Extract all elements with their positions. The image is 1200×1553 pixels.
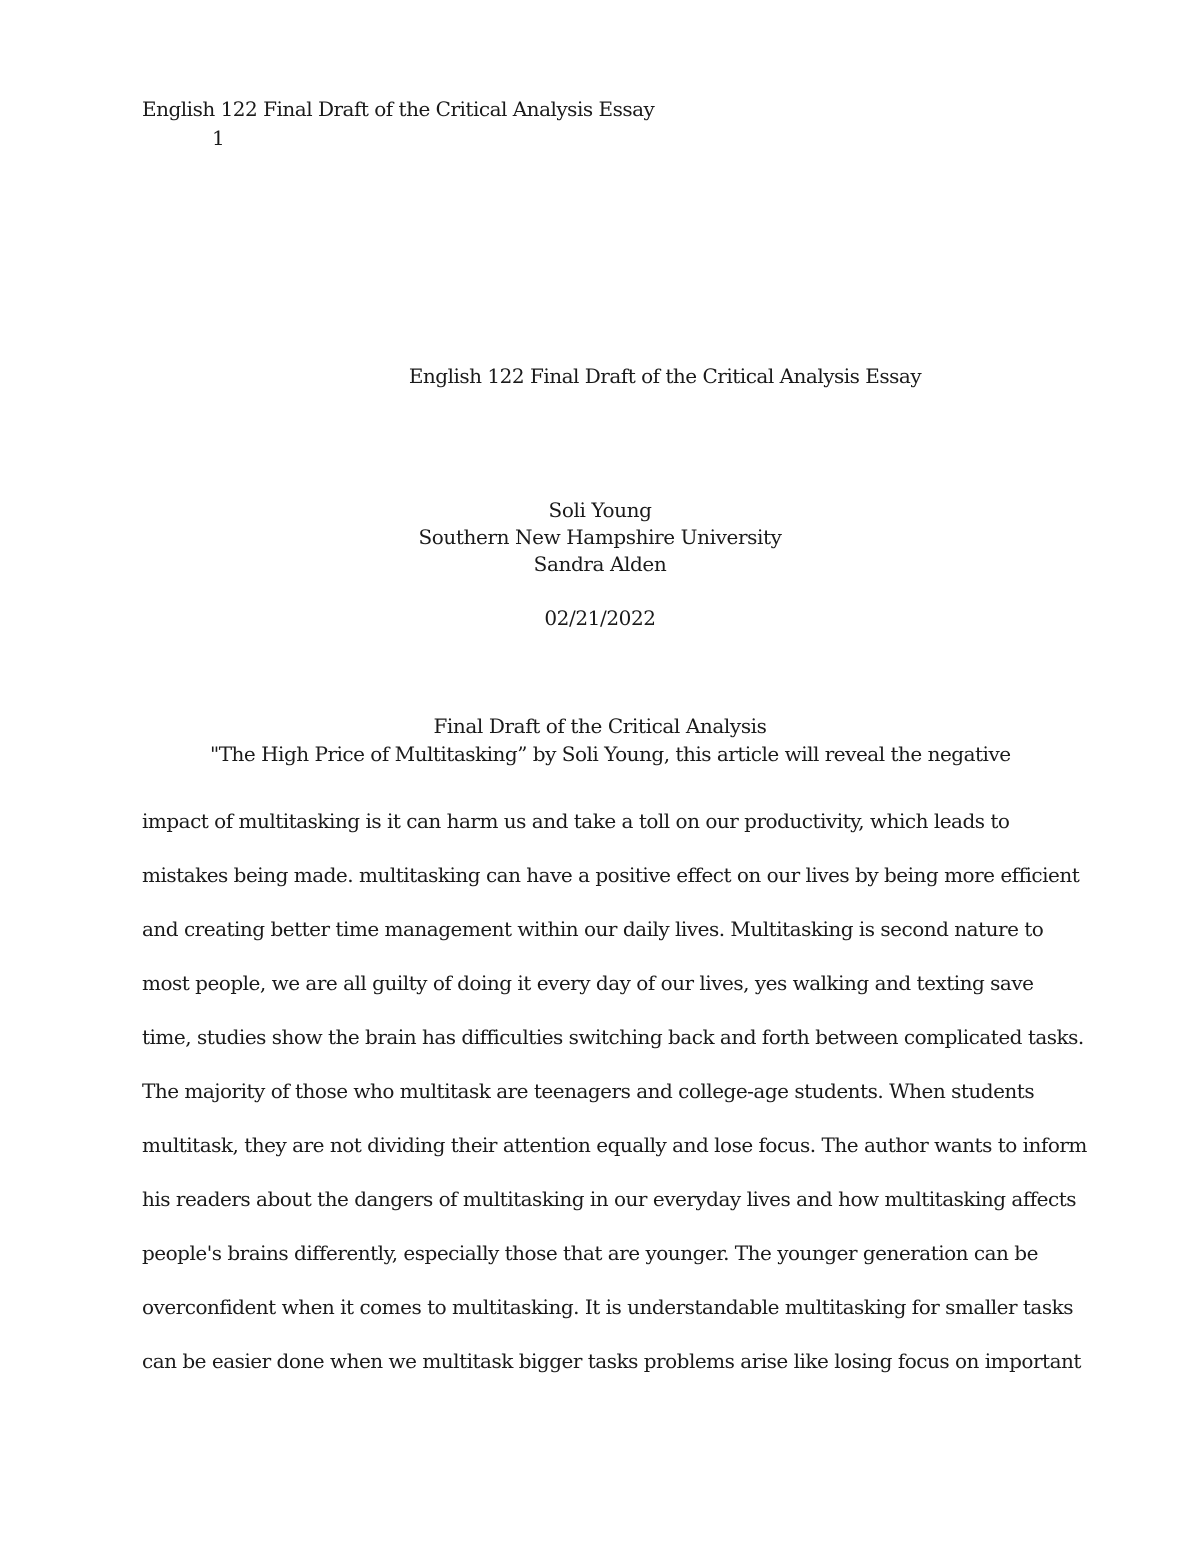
instructor-name: Sandra Alden [533,552,667,576]
body-line: can be easier done when we multitask bigger tasks problems arise like losing focus on important [142,1349,1081,1373]
body-line: mistakes being made. multitasking can have a positive effect on our lives by being more efficient [142,863,1080,887]
body-line: his readers about the dangers of multitasking in our everyday lives and how multitasking affects [142,1187,1077,1211]
body-line: and creating better time management within our daily lives. Multitasking is second nature to [142,917,1044,941]
body-line: multitask, they are not dividing their attention equally and lose focus. The author wants to inform [142,1133,1087,1157]
body-line: most people, we are all guilty of doing it every day of our lives, yes walking and texting save [142,971,1034,995]
institution-name: Southern New Hampshire University [418,525,782,549]
essay-title: English 122 Final Draft of the Critical Analysis Essay [408,364,922,388]
body-line: overconfident when it comes to multitasking. It is understandable multitasking for smaller tasks [142,1295,1073,1319]
essay-body [142,740,1087,1388]
body-line: impact of multitasking is it can harm us and take a toll on our productivity, which leads to [142,809,1010,833]
body-line: The majority of those who multitask are teenagers and college-age students. When students [142,1079,1035,1103]
body-line: "The High Price of Multitasking” by Soli Young, this article will reveal the negative [210,742,1011,766]
submission-date: 02/21/2022 [544,606,656,630]
body-line: time, studies show the brain has difficulties switching back and forth between complicated tasks. [142,1025,1084,1049]
body-line: people's brains differently, especially those that are younger. The younger generation can be [142,1241,1038,1265]
essay-heading: Final Draft of the Critical Analysis [433,714,767,738]
running-head: English 122 Final Draft of the Critical Analysis Essay [142,97,655,121]
author-name: Soli Young [548,498,652,522]
page-number: 1 [212,126,225,150]
